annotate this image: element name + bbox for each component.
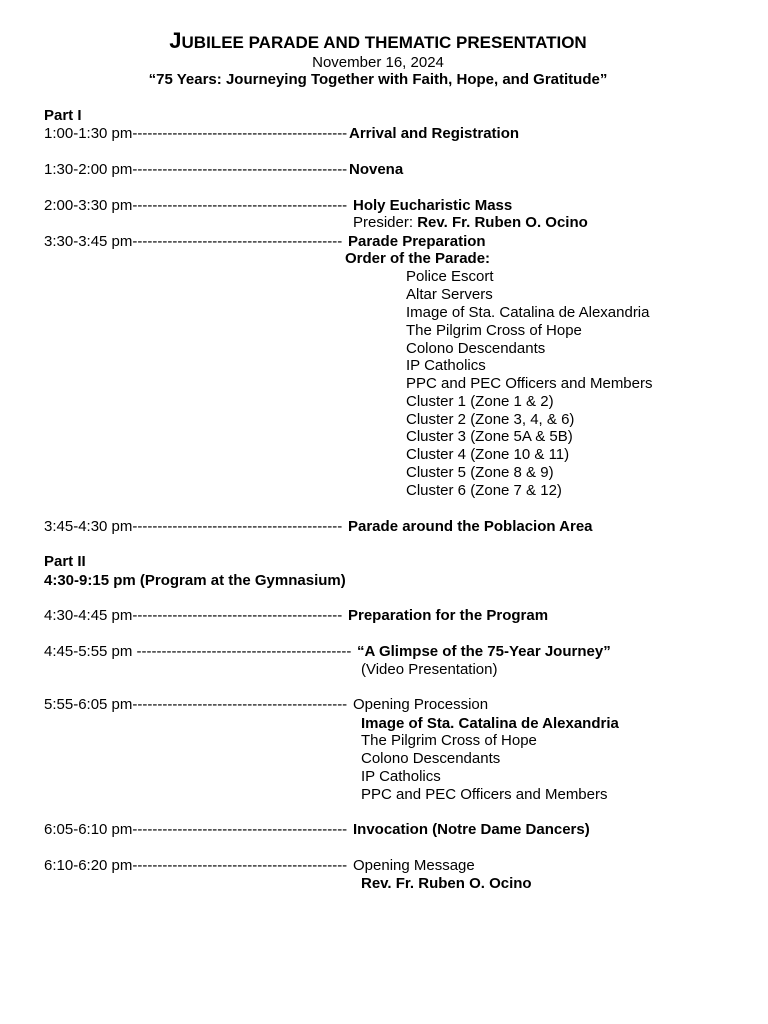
schedule-activity: Parade Preparation [348,233,486,250]
schedule-time: 6:10-6:20 pm------------------------------------------- [44,857,348,874]
schedule-activity: “A Glimpse of the 75-Year Journey” [357,643,611,660]
schedule-time: 6:05-6:10 pm------------------------------------------- [44,821,348,838]
schedule-time: 5:55-6:05 pm------------------------------------------- [44,696,348,713]
order-item: Colono Descendants [406,340,546,357]
schedule-time: 4:45-5:55 pm ------------------------------------------- [44,643,352,660]
order-item: Cluster 4 (Zone 10 & 11) [406,446,570,463]
schedule-activity: Holy Eucharistic Mass [353,197,513,214]
presider-label: Presider: [353,214,418,231]
schedule-activity: Opening Message [353,857,475,874]
part2-heading: Part II [44,553,86,570]
schedule-activity: Opening Procession [353,696,489,713]
schedule-time: 3:45-4:30 pm------------------------------------------ [44,518,343,535]
title-first-letter: J [169,28,182,53]
part2-subheading: 4:30-9:15 pm (Program at the Gymnasium) [44,572,346,589]
schedule-time: 2:00-3:30 pm------------------------------------------- [44,197,348,214]
presider-line [353,214,588,232]
order-item: Cluster 5 (Zone 8 & 9) [406,464,554,481]
schedule-time: 3:30-3:45 pm------------------------------------------ [44,233,343,250]
order-item: Image of Sta. Catalina de Alexandria [406,304,650,321]
procession-item: Image of Sta. Catalina de Alexandria [361,715,619,732]
schedule-time: 1:30-2:00 pm------------------------------------------- [44,161,348,178]
procession-item: PPC and PEC Officers and Members [361,786,608,803]
schedule-activity: Novena [349,161,404,178]
schedule-activity: Arrival and Registration [349,125,520,142]
speaker-name: Rev. Fr. Ruben O. Ocino [361,875,532,892]
order-item: Cluster 1 (Zone 1 & 2) [406,393,554,410]
order-item: Cluster 2 (Zone 3, 4, & 6) [406,411,575,428]
title-rest: UBILEE PARADE AND THEMATIC PRESENTATION [181,33,587,52]
document-title [0,30,756,54]
event-theme: “75 Years: Journeying Together with Faith, Hope, and Gratitude” [148,71,608,88]
order-heading: Order of the Parade: [345,250,491,267]
schedule-time: 1:00-1:30 pm------------------------------------------- [44,125,348,142]
schedule-activity: Parade around the Poblacion Area [348,518,593,535]
presider-name: Rev. Fr. Ruben O. Ocino [417,214,588,231]
procession-item: The Pilgrim Cross of Hope [361,732,537,749]
procession-item: Colono Descendants [361,750,501,767]
procession-item: IP Catholics [361,768,441,785]
order-item: The Pilgrim Cross of Hope [406,322,582,339]
order-item: Altar Servers [406,286,493,303]
schedule-time: 4:30-4:45 pm------------------------------------------ [44,607,343,624]
schedule-activity: Invocation (Notre Dame Dancers) [353,821,590,838]
event-date: November 16, 2024 [312,54,444,71]
part1-heading: Part I [44,107,82,124]
schedule-activity: Preparation for the Program [348,607,549,624]
order-item: Police Escort [406,268,494,285]
order-item: IP Catholics [406,357,486,374]
order-item: Cluster 3 (Zone 5A & 5B) [406,428,573,445]
activity-note: (Video Presentation) [361,661,498,678]
order-item: PPC and PEC Officers and Members [406,375,653,392]
order-item: Cluster 6 (Zone 7 & 12) [406,482,562,499]
